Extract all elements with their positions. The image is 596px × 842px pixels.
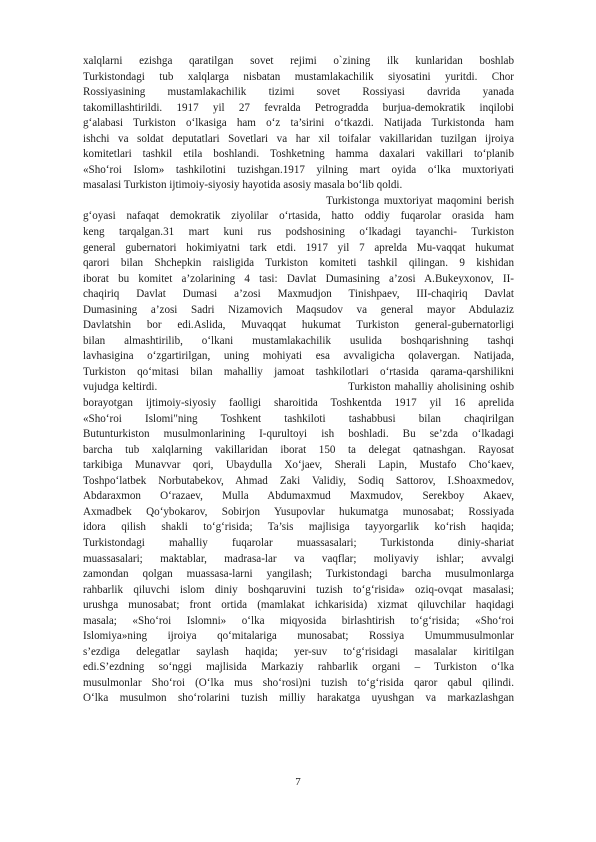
text-line: Turkistondagi mahalliy fuqarolar muassasalari; Turkistonda diniy-shariat [83, 536, 514, 549]
text-line: iborat bu komitet a’zolarining 4 tasi: Davlat Dumasining a’zosi A.Bukeyxonov, II- [83, 272, 514, 285]
text-line: g‘oyasi nafaqat demokratik ziyolilar o‘rtasida, hatto oddiy fuqarolar orasida ham [83, 210, 514, 223]
text-line: idora qilish shakli to‘g‘risida; Ta’sis majlisiga tayyorgarlik ko‘rish haqida; [83, 521, 514, 534]
text-line: Abdaraxmon O‘razaev, Mulla Abdumaxmud Maxmudov, Serekboy Akaev, [83, 490, 514, 503]
text-line: Butunturkiston musulmonlarining I-qurultoyi ish boshladi. Bu se’zda o‘lkadagi [83, 428, 514, 441]
text-line: zamondan qolgan muassasa-larni yangilash; Turkistondagi barcha musulmonlarga [83, 568, 514, 581]
text-line: tarkibiga Munavvar qori, Ubaydulla Xo‘jaev, Sherali Lapin, Mustafo Cho‘kaev, [83, 459, 514, 472]
text-line: chaqiriq Davlat Dumasi a’zosi Maxmudjon Tinishpaev, III-chaqiriq Davlat [83, 288, 514, 301]
text-line: Davlatshin bor edi.Aslida, Muvaqqat hukumat Turkiston general-gubernatorligi [83, 319, 514, 332]
text-line: muassasalari; maktablar, madrasa-lar va vaqflar; moliyaviy ishlar; avvalgi [83, 552, 514, 565]
text-line: ishchi va soldat deputatlari Sovetlari va har xil toifalar vakillaridan tuzilgan ijroiya [83, 132, 514, 145]
text-line: Axmadbek Qo‘ybokarov, Sobirjon Yusupovlar hukumatga munosabat; Rossiyada [83, 505, 514, 518]
text-line: edi.S’ezdning so‘nggi majlisida Markaziy rahbarlik organi – Turkiston o‘lka [83, 661, 514, 674]
text-line: Islomiya»ning ijroiya qo‘mitalariga munosabat; Rossiya Umummusulmonlar [83, 630, 514, 643]
text-line: s’ezdiga delegatlar saylash haqida; yer-suv to‘g‘risidagi masalalar kiritilgan [83, 645, 514, 658]
text-line: barcha tub xalqlarning vakillaridan iborat 150 ta delegat qatnashgan. Rayosat [83, 443, 514, 456]
text-line: «Sho‘roi Islom» tashkilotini tuzishgan.1917 yilning mart oyida o‘lka muxtoriyati [83, 163, 514, 176]
page-number: 7 [295, 776, 301, 788]
text-line: masalasi Turkiston ijtimoiy-siyosiy hayotida asosiy masala bo‘lib qoldi. [83, 179, 403, 192]
text-line: komitetlari tashkil etila boshlandi. Toshketning hamma daxalari vakillari to‘planib [83, 148, 514, 161]
text-line: «Sho‘roi Islomi"ning Toshkent tashkiloti tashabbusi bilan chaqirilgan [83, 412, 514, 425]
text-line: Toshpo‘latbek Norbutabekov, Ahmad Zaki Validiy, Sodiq Sattorov, I.Shoaxmedov, [83, 474, 514, 487]
text-line: Turkistondagi tub xalqlarga nisbatan mustamlakachilik siyosatini yuritdi. Chor [83, 70, 514, 83]
text-line: Rossiyasining mustamlakachilik tizimi sovet Rossiyasi davrida yanada [83, 86, 514, 99]
text-line: xalqlarni ezishga qaratilgan sovet rejimi o`zining ilk kunlaridan boshlab [83, 55, 514, 67]
text-line: rahbarlik qiluvchi islom diniy boshqaruvini tuzish to‘g‘risida» oziq-ovqat masalasi; [83, 583, 514, 596]
text-line: bilan almashtirilib, o‘lkani mustamlakachilik usulida boshqarishning tashqi [83, 334, 514, 347]
text-line: Dumasining a’zosi Sadri Nizamovich Maqsudov va general mayor Abdulaziz [83, 303, 514, 316]
text-line: g‘alabasi Turkiston o‘lkasiga ham o‘z ta’sirini o‘tkazdi. Natijada Turkistonda ham [83, 117, 514, 130]
text-line: Turkistonga muxtoriyat maqomini berish [83, 194, 514, 207]
text-line: O‘lka musulmon sho‘rolarini tuzish milliy harakatga uyushgan va markazlashgan [83, 692, 514, 705]
text-line: takomillashtirildi. 1917 yil 27 fevralda Petrogradda burjua-demokratik inqilobi [83, 101, 514, 114]
text-line: lavhasigina o‘zgartirilgan, uning mohiyati esa avvaligicha qolavergan. Natijada, [83, 350, 514, 363]
text-line: Turkiston qo‘mitasi bilan mahalliy jamoat tashkilotlari o‘rtasida qarama-qarshilikni [83, 365, 514, 378]
text-line: keng tarqalgan.31 mart kuni rus podshosining o‘lkadagi tayanchi- Turkiston [83, 226, 514, 239]
text-line: musulmonlar Sho‘roi (O‘lka mus sho‘rosi)ni tuzish to‘g‘risida qaror qabul qilindi. [83, 676, 514, 689]
text-line: urushga munosabat; front ortida (mamlakat ichkarisida) xizmat qiluvchilar haqidagi [83, 599, 514, 612]
text-line: qarori bilan Shchepkin raisligida Turkiston komiteti tashkil qilingan. 9 kishidan [83, 257, 514, 270]
text-line: general gubernatori hokimiyatni tark etdi. 1917 yil 7 aprelda Mu-vaqqat hukumat [83, 241, 514, 254]
body-text [83, 54, 514, 707]
text-line: masala; «Sho‘roi Islomni» o‘lka miqyosida birlashtirish to‘g‘risida; «Sho‘roi [83, 614, 514, 627]
text-line: borayotgan ijtimoiy-siyosiy faolligi sharoitida Toshkentda 1917 yil 16 aprelida [83, 397, 514, 410]
text-line: vujudga keltirdi. Turkiston mahalliy aholisining oshib [83, 381, 514, 394]
